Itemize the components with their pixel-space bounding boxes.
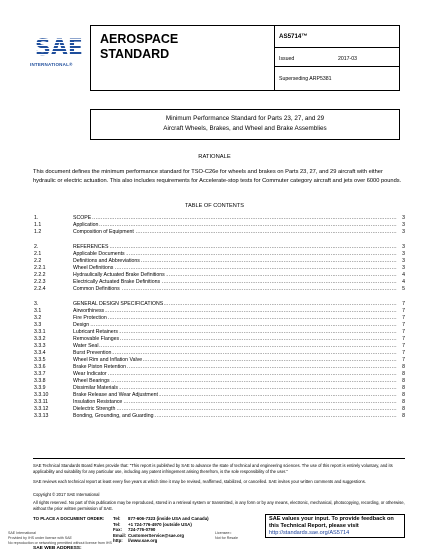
fine-print-left2: Provided by IHS under license with SAE [8,536,72,540]
toc-entry-number: 3.3.13 [34,413,49,419]
feedback-text: SAE values your input. To provide feedback on this Technical Report, please visit [269,516,394,529]
toc-entry-number: 3.3.3 [34,343,46,349]
toc-entry-title: Wheel Definitions ..... [73,265,397,272]
rationale-text: This document defines the minimum performance standard for TSO-C26e for wheels and brakes on Parts 23, 27, and 29 aircraft with either hydraulic or electric actuation. This also includes requirements for Accelerate-stop tests for Commuter category aircraft and jets over 6000 pounds. [33,169,402,184]
phone-intl: +1 724-776-4970 (outside USA) [128,521,192,527]
toc-entry-page: 7 [402,350,405,356]
toc-entry[interactable] [34,315,405,322]
toc-entry-page: 8 [402,392,405,398]
toc-entry-title: Lubricant Retainers ..... [73,329,397,336]
toc-entry-page: 4 [402,279,405,285]
toc-entry-number: 1.2 [34,229,42,235]
toc-entry-page: 7 [402,336,405,342]
fine-print-right2: Not for Resale [215,536,238,540]
fax-number: 724-776-0790 [128,527,156,532]
toc-entry-number: 1. [34,215,39,221]
toc-entry[interactable] [34,251,405,258]
toc-entry-number: 2.2.3 [34,279,46,285]
rights-text: All rights reserved. No part of this publication may be reproduced, stored in a retrieval system or transmitted, in any form or by any means, electronic, mechanical, photocopying, recording, or otherwise, without the prior written permission of SAE. [33,500,405,511]
toc-entry-page: 3 [402,258,405,264]
logo-tagline: INTERNATIONAL® [30,62,73,67]
toc-entry-page: 7 [402,308,405,314]
review-text: SAE reviews each technical report at least every five years at which time it may be revised, reaffirmed, stabilized, or cancelled. SAE invites your written comments and suggestions. [33,479,366,484]
header-divider [274,25,275,91]
toc-entry[interactable] [34,378,405,385]
phone-us: 877-606-7323 (inside USA and Canada) [128,516,209,521]
issued-date: 2017-03 [338,56,358,62]
toc-entry[interactable] [34,244,405,251]
toc-entry-number: 3.3.7 [34,371,46,377]
header-rule [274,47,400,48]
toc-entry-page: 8 [402,378,405,384]
toc-entry[interactable] [34,343,405,350]
toc-entry[interactable] [34,336,405,343]
header-rule [274,66,400,67]
contact-labels: Tel: Tel: Fax: Email: http: [113,516,127,543]
toc-entry-page: 3 [402,222,405,228]
toc-entry-number: 3.3.12 [34,406,49,412]
toc-entry-number: 3.3.2 [34,336,46,342]
toc-entry[interactable] [34,279,405,286]
toc-entry-number: 3.3.8 [34,378,46,384]
toc-entry-title: Brake Release and Wear Adjustment ..... [73,392,397,399]
feedback-link[interactable]: http://standards.sae.org/AS5714 [269,530,350,536]
toc-entry-page: 3 [402,265,405,271]
toc-entry-page: 8 [402,371,405,377]
toc-entry-number: 3.3.11 [34,399,49,405]
toc-entry-number: 2.1 [34,251,42,257]
fine-print-left3: No reproduction or networking permitted without license from IHS [8,541,112,545]
toc-entry[interactable] [34,406,405,413]
toc-entry-page: 3 [402,251,405,257]
toc-entry-page: 3 [402,244,405,250]
toc-entry-title: GENERAL DESIGN SPECIFICATIONS ..... [73,301,397,308]
toc-entry-page: 3 [402,229,405,235]
toc-entry[interactable] [34,308,405,315]
toc-entry[interactable] [34,385,405,392]
document-type: AEROSPACE STANDARD [100,32,179,61]
toc-entry[interactable] [34,399,405,406]
toc-entry-title: Application ..... [73,222,397,229]
toc-entry-number: 3.3.9 [34,385,46,391]
toc-entry-title: Burst Prevention ..... [73,350,397,357]
toc-entry-page: 7 [402,315,405,321]
document-title-line1: Minimum Performance Standard for Parts 23, 27, and 29 [165,115,325,122]
toc-entry-page: 8 [402,385,405,391]
toc-entry-number: 3.3.6 [34,364,46,370]
toc-entry-page: 3 [402,215,405,221]
copyright-text: Copyright © 2017 SAE International [33,492,100,497]
contact-values [128,516,209,544]
toc-entry-page: 7 [402,329,405,335]
toc-entry-title: SCOPE ..... [73,215,397,222]
toc-entry[interactable] [34,222,405,229]
toc-entry-number: 3.3.5 [34,357,46,363]
toc-entry-number: 1.1 [34,222,42,228]
toc-entry-title: REFERENCES ..... [73,244,397,251]
toc-entry[interactable] [34,329,405,336]
toc-entry-title: Insulation Resistance ..... [73,399,397,406]
board-rules-text: SAE Technical Standards Board Rules provide that: "This report is published by SAE to advance the state of technical and engineering sciences. The use of this report is entirely voluntary, and its applicability and suitability for any particular use, including any patent infringement arising therefrom, is the sole responsibility of the user." [33,463,393,474]
footer-rule [33,458,405,459]
toc-entry-title: Design ..... [73,322,397,329]
issued-label: Issued [279,56,295,62]
toc-entry-page: 7 [402,301,405,307]
toc-heading: TABLE OF CONTENTS [185,203,244,209]
toc-entry[interactable] [34,229,405,236]
sae-logo [34,22,84,62]
toc-entry[interactable] [34,357,405,364]
toc-entry[interactable] [34,371,405,378]
toc-entry-page: 7 [402,343,405,349]
toc-entry-page: 8 [402,406,405,412]
toc-entry-page: 8 [402,364,405,370]
toc-entry[interactable] [34,413,405,420]
rationale-heading: RATIONALE [198,154,231,160]
toc-entry-number: 2. [34,244,39,250]
toc-entry-number: 2.2.4 [34,286,46,292]
toc-entry-title: Wear Indicator ..... [73,371,397,378]
toc-entry-title: Wheel Rim and Inflation Valve ..... [73,357,397,364]
toc-entry-title: Common Definitions ..... [73,286,397,293]
toc-entry-page: 8 [402,399,405,405]
toc-entry-number: 3.3.4 [34,350,46,356]
toc-entry[interactable] [34,258,405,265]
toc-entry-title: Brake Piston Retention ..... [73,364,397,371]
toc-entry-title: Water Seal ..... [73,343,397,350]
fine-print-right: Licensee= [215,531,232,535]
fine-print-left: SAE International [8,531,36,535]
toc-entry-number: 3.3.10 [34,392,49,398]
toc-entry-title: Composition of Equipment ..... [73,229,397,236]
toc-entry-page: 5 [402,286,405,292]
toc-entry-page: 7 [402,357,405,363]
toc-entry-title: Applicable Documents ..... [73,251,397,258]
toc-entry-title: Dissimilar Materials ..... [73,385,397,392]
toc-entry-number: 3.3 [34,322,42,328]
toc-entry[interactable] [34,392,405,399]
supersedes-note: Superseding ARP5381 [279,76,332,82]
toc-entry-title: Airworthiness ..... [73,308,397,315]
toc-entry-number: 3. [34,301,39,307]
toc-entry-title: Wheel Bearings ..... [73,378,397,385]
toc-entry[interactable] [34,322,405,329]
toc-entry-title: Electrically Actuated Brake Definitions ..... [73,279,397,286]
toc-entry-title: Hydraulically Actuated Brake Definitions ..... [73,272,397,279]
document-title-line2: Aircraft Wheels, Brakes, and Wheel and Brake Assemblies [163,125,327,132]
toc-entry-title: Definitions and Abbreviations ..... [73,258,397,265]
toc-entry-title: Fire Protection ..... [73,315,397,322]
toc-entry-number: 3.2 [34,315,42,321]
toc-entry-page: 8 [402,413,405,419]
toc-entry[interactable] [34,265,405,272]
toc-entry-number: 2.2.1 [34,265,46,271]
web-address-label: SAE WEB ADDRESS: [33,546,82,551]
email-link[interactable]: CustomerService@sae.org [128,532,185,538]
toc-entry-number: 3.3.1 [34,329,46,335]
toc-entry[interactable] [34,286,405,293]
toc-entry-title: Dielectric Strength ..... [73,406,397,413]
toc-entry[interactable] [34,301,405,308]
document-number: AS5714™ [279,33,308,40]
toc-entry[interactable] [34,215,405,222]
toc-entry-title: Removable Flanges ..... [73,336,397,343]
website-link[interactable]: //www.sae.org [128,538,158,543]
toc-entry-page: 4 [402,272,405,278]
toc-entry-title: Bonding, Grounding, and Guarding ..... [73,413,397,420]
toc-entry-number: 2.2 [34,258,42,264]
toc-entry[interactable] [34,364,405,371]
logo-text: SAE [35,36,83,61]
toc-entry[interactable] [34,272,405,279]
toc-entry-number: 3.1 [34,308,42,314]
order-label: TO PLACE A DOCUMENT ORDER: [33,516,105,521]
toc-entry[interactable] [34,350,405,357]
toc-entry-page: 7 [402,322,405,328]
toc-entry-number: 2.2.2 [34,272,46,278]
